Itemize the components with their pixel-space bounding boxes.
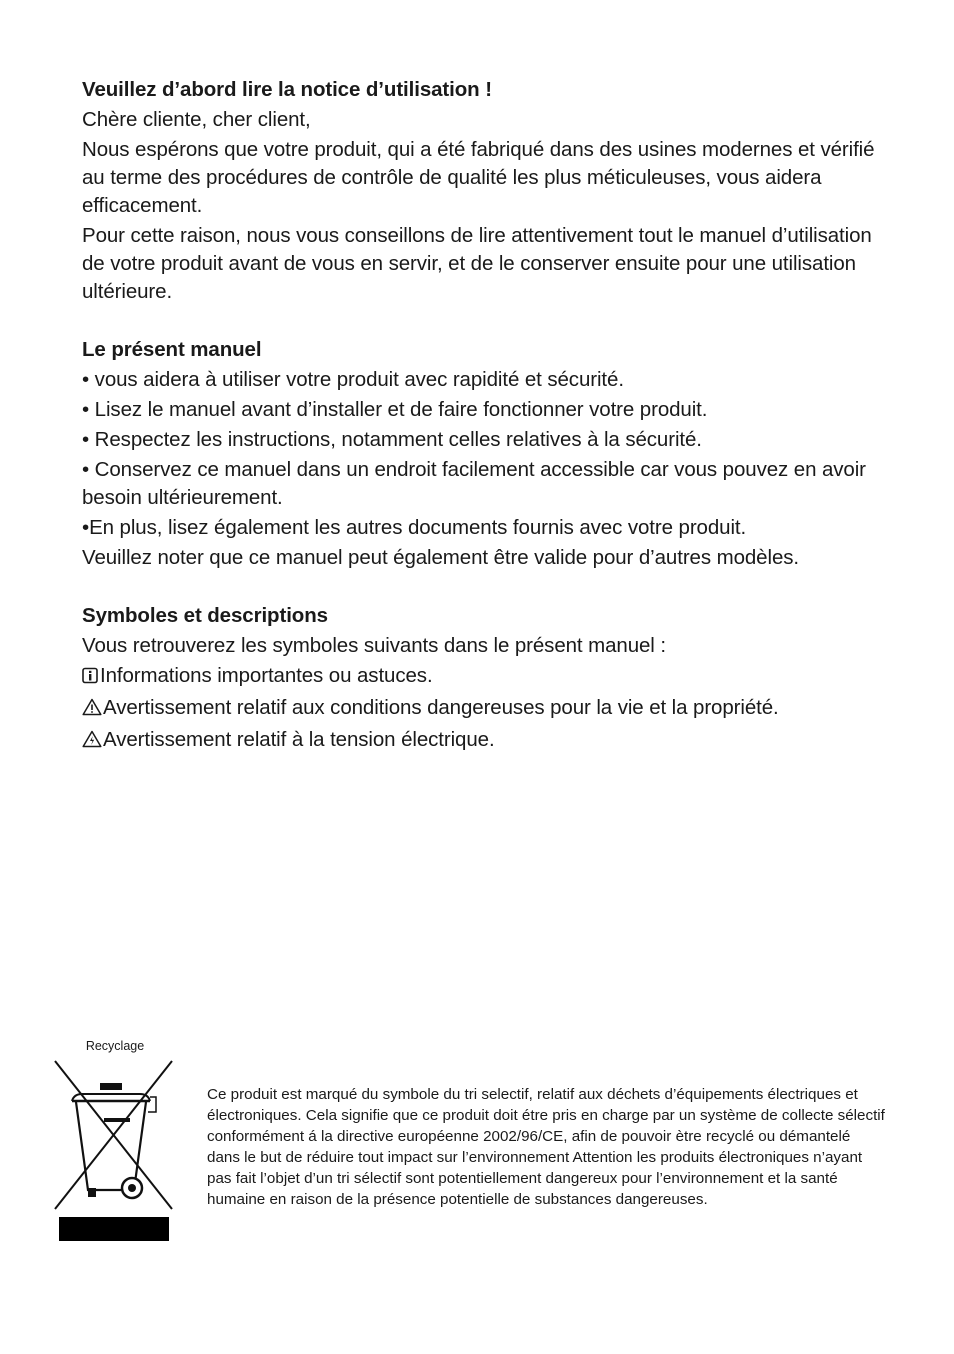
manual-heading: Le présent manuel <box>82 338 262 361</box>
manual-note: Veuillez noter que ce manuel peut également être valide pour d’autres modèles. <box>82 546 799 569</box>
intro-paragraph-1: Nous espérons que votre produit, qui a été fabriqué dans des usines modernes et vérifié au terme des procédures de contrôle de qualité les plus méticuleuses, vous aidera efficacement. <box>82 138 875 217</box>
info-icon <box>82 664 99 692</box>
symbol-item-text: Avertissement relatif à la tension électrique. <box>103 728 495 751</box>
recycling-text <box>207 1084 887 1210</box>
intro-heading: Veuillez d’abord lire la notice d’utilisation ! <box>82 78 492 101</box>
recycling-bar <box>59 1217 169 1241</box>
symbol-item-text: Informations importantes ou astuces. <box>100 664 433 687</box>
manual-bullet: • vous aidera à utiliser votre produit avec rapidité et sécurité. <box>82 368 624 391</box>
symbol-item-text: Avertissement relatif aux conditions dangereuses pour la vie et la propriété. <box>103 696 779 719</box>
symbol-item-warning <box>82 694 882 724</box>
intro-paragraph-2: Pour cette raison, nous vous conseillons de lire attentivement tout le manuel d’utilisation de votre produit avant de vous en servir, et de le conserver ensuite pour une utilisation ultérieure. <box>82 224 872 303</box>
greeting: Chère cliente, cher client, <box>82 108 311 131</box>
symbol-item-electric <box>82 726 882 756</box>
manual-bullet: • Respectez les instructions, notamment celles relatives à la sécurité. <box>82 428 702 451</box>
section-gap <box>82 574 882 602</box>
main-text <box>82 76 882 758</box>
manual-bullet: •En plus, lisez également les autres documents fournis avec votre produit. <box>82 516 747 539</box>
symbols-heading: Symboles et descriptions <box>82 604 328 627</box>
recycling-paragraph: Ce produit est marqué du symbole du tri selectif, relatif aux déchets d’équipements électriques et électroniques. Cela signifie que ce produit doit étre pris en charge par un système de collecte sélectif conformément á la directive européenne 2002/96/CE, afin de pouvoir ètre recyclé ou démantelé dans le but de réduire tout impact sur l’environnement Attention les produits électroniques n’ayant pas fait l’objet d’un tri sélectif sont potentiellement dangereux pour l’environnement et la santé humaine en raison de la présence potentielle de substances dangereuses. <box>207 1086 885 1208</box>
symbol-item-info <box>82 662 882 692</box>
crossed-bin-icon <box>52 1058 176 1219</box>
manual-bullet: • Conservez ce manuel dans un endroit facilement accessible car vous pouvez en avoir besoin ultérieurement. <box>82 458 866 509</box>
manual-bullet: • Lisez le manuel avant d’installer et de faire fonctionner votre produit. <box>82 398 708 421</box>
recycling-label: Recyclage <box>85 1039 145 1053</box>
symbols-intro: Vous retrouverez les symboles suivants dans le présent manuel : <box>82 634 666 657</box>
warning-icon <box>82 696 102 724</box>
section-gap <box>82 308 882 336</box>
warning-icon <box>82 728 102 756</box>
